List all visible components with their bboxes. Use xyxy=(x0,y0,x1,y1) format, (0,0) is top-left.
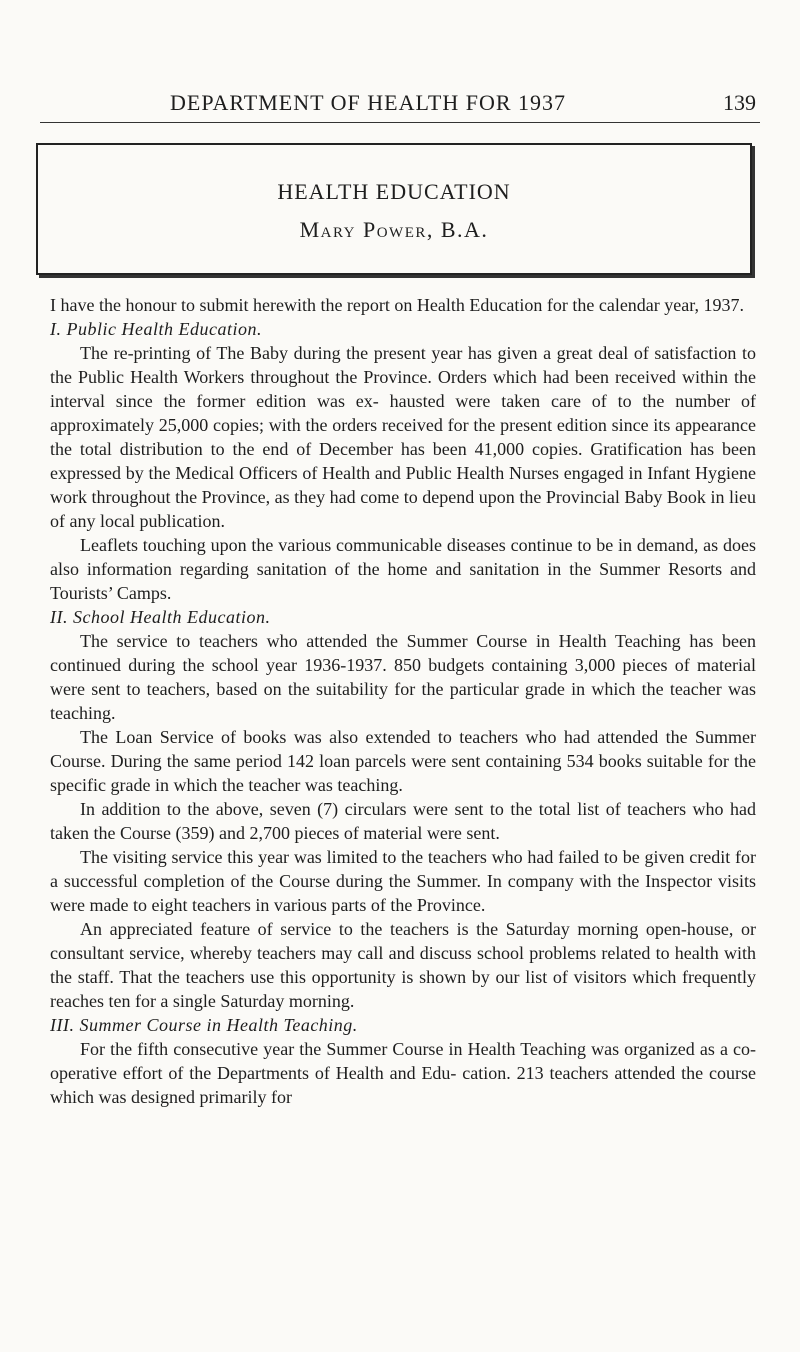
section-3-paragraph: For the fifth consecutive year the Summer Course in Health Teaching was organized as a co-operative effort of the Departments of Health and Edu- cation. 213 teachers attended the course which was designed primarily for xyxy=(50,1039,756,1107)
section-2-paragraph: The service to teachers who attended the Summer Course in Health Teaching has been continued during the school year 1936-1937. 850 budgets containing 3,000 pieces of material were sent to teachers, based on the suitability for the particular grade in which the teacher was teaching. xyxy=(50,631,756,723)
section-1-heading: I. Public Health Education. xyxy=(50,319,262,339)
report-body xyxy=(50,293,756,1109)
section-2-paragraph: The Loan Service of books was also extended to teachers who had attended the Summer Course. During the same period 142 loan parcels were sent containing 534 books suitable for the specific grade in which the teacher was teaching. xyxy=(50,727,756,795)
running-title: DEPARTMENT OF HEALTH FOR 1937 xyxy=(170,90,567,115)
section-1-paragraph: Leaflets touching upon the various communicable diseases continue to be in demand, as does also information regarding sanitation of the home and sanitation in the Summer Resorts and Tourists’ Camps. xyxy=(50,535,756,603)
section-heading: HEALTH EDUCATION xyxy=(277,179,511,204)
author-name: Mary Power, B.A. xyxy=(299,217,489,242)
section-2-paragraph: An appreciated feature of service to the teachers is the Saturday morning open-house, or consultant service, whereby teachers may call and discuss school problems related to health with the staff. That the teachers use this opportunity is shown by our list of visitors which frequently reaches ten for a single Saturday morning. xyxy=(50,919,756,1011)
intro-paragraph: I have the honour to submit herewith the report on Health Education for the calendar year, 1937. xyxy=(50,295,745,315)
section-3-heading: III. Summer Course in Health Teaching. xyxy=(50,1015,358,1035)
section-1-paragraph: The re-printing of The Baby during the present year has given a great deal of satisfaction to the Public Health Workers throughout the Province. Orders which had been received within the interval since the former edition was ex- hausted were taken care of to the number of approximately 25,000 copies; with the orders received for the present edition since its appearance the total distribution to the end of December has been 41,000 copies. Gratification has been expressed by the Medical Officers of Health and Public Health Nurses engaged in Infant Hygiene work throughout the Province, as they had come to depend upon the Provincial Baby Book in lieu of any local publication. xyxy=(50,343,756,531)
section-2-paragraph: The visiting service this year was limited to the teachers who had failed to be given credit for a successful completion of the Course during the Summer. In company with the Inspector visits were made to eight teachers in various parts of the Province. xyxy=(50,847,756,915)
section-2-heading: II. School Health Education. xyxy=(50,607,271,627)
running-head xyxy=(40,90,760,123)
page-number: 139 xyxy=(723,90,756,115)
section-header-box xyxy=(36,143,752,275)
section-2-paragraph: In addition to the above, seven (7) circulars were sent to the total list of teachers who had taken the Course (359) and 2,700 pieces of material were sent. xyxy=(50,799,756,843)
